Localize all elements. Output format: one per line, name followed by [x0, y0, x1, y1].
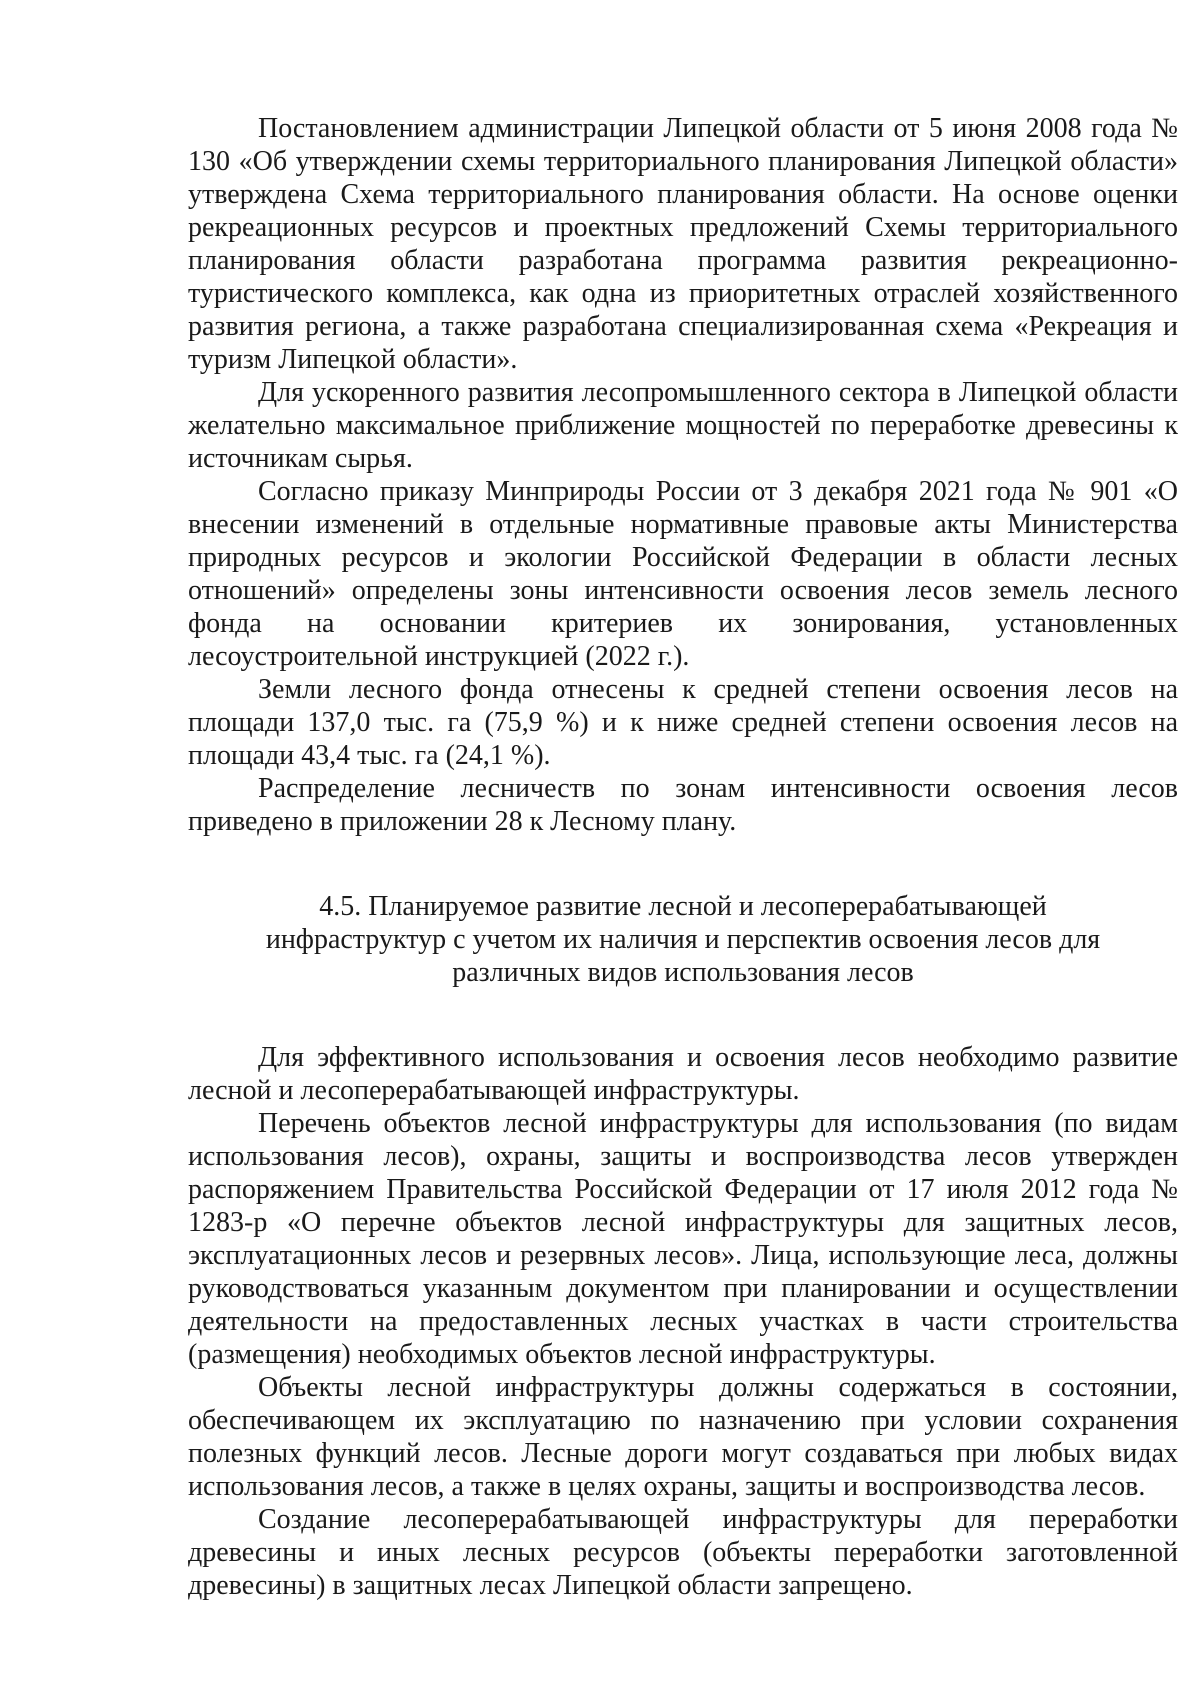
- paragraph-territorial-planning: Постановлением администрации Липецкой области от 5 июня 2008 года № 130 «Об утверждении схемы территориального планирования Липецкой области» утверждена Схема территориального планирования области. На основе оценки рекреационных ресурсов и проектных предложений Схемы территориального планирования области разработана программа развития рекреационно-туристического комплекса, как одна из приоритетных отраслей хозяйственного развития региона, а также разработана специализированная схема «Рекреация и туризм Липецкой области».: [188, 113, 1178, 375]
- paragraph-ministry-order: Согласно приказу Минприроды России от 3 декабря 2021 года № 901 «О внесении изменений в отдельные нормативные правовые акты Министерства природных ресурсов и экологии Российской Федерации в области лесных отношений» определены зоны интенсивности освоения лесов земель лесного фонда на основании критериев их зонирования, установленных лесоустроительной инструкцией (2022 г.).: [188, 476, 1178, 672]
- paragraph-forest-fund-areas: Земли лесного фонда отнесены к средней степени освоения лесов на площади 137,0 тыс. га (75,9 %) и к ниже средней степени освоения лесов на площади 43,4 тыс. га (24,1 %).: [188, 674, 1178, 771]
- paragraph-infrastructure-maintenance: Объекты лесной инфраструктуры должны содержаться в состоянии, обеспечивающем их эксплуатацию по назначению при условии сохранения полезных функций лесов. Лесные дороги могут создаваться при любых видах использования лесов, а также в целях охраны, защиты и воспроизводства лесов.: [188, 1372, 1178, 1502]
- document-page: [188, 112, 1178, 1602]
- section-heading: 4.5. Планируемое развитие лесной и лесоперерабатывающей инфраструктур с учетом их наличия и перспектив освоения лесов для различных видов использования лесов: [265, 891, 1101, 988]
- paragraph-infrastructure-development: Для эффективного использования и освоения лесов необходимо развитие лесной и лесоперерабатывающей инфраструктуры.: [188, 1042, 1178, 1106]
- paragraph-infrastructure-list: Перечень объектов лесной инфраструктуры для использования (по видам использования лесов), охраны, защиты и воспроизводства лесов утвержден распоряжением Правительства Российской Федерации от 17 июля 2012 года № 1283-р «О перечне объектов лесной инфраструктуры для защитных лесов, эксплуатационных лесов и резервных лесов». Лица, использующие леса, должны руководствоваться указанным документом при планировании и осуществлении деятельности на предоставленных лесных участках в части строительства (размещения) необходимых объектов лесной инфраструктуры.: [188, 1108, 1178, 1370]
- paragraph-forestry-distribution: Распределение лесничеств по зонам интенсивности освоения лесов приведено в приложении 28 к Лесному плану.: [188, 773, 1178, 837]
- paragraph-processing-prohibited: Создание лесоперерабатывающей инфраструктуры для переработки древесины и иных лесных ресурсов (объекты переработки заготовленной древесины) в защитных лесах Липецкой области запрещено.: [188, 1504, 1178, 1601]
- paragraph-forest-industry: Для ускоренного развития лесопромышленного сектора в Липецкой области желательно максимальное приближение мощностей по переработке древесины к источникам сырья.: [188, 377, 1178, 474]
